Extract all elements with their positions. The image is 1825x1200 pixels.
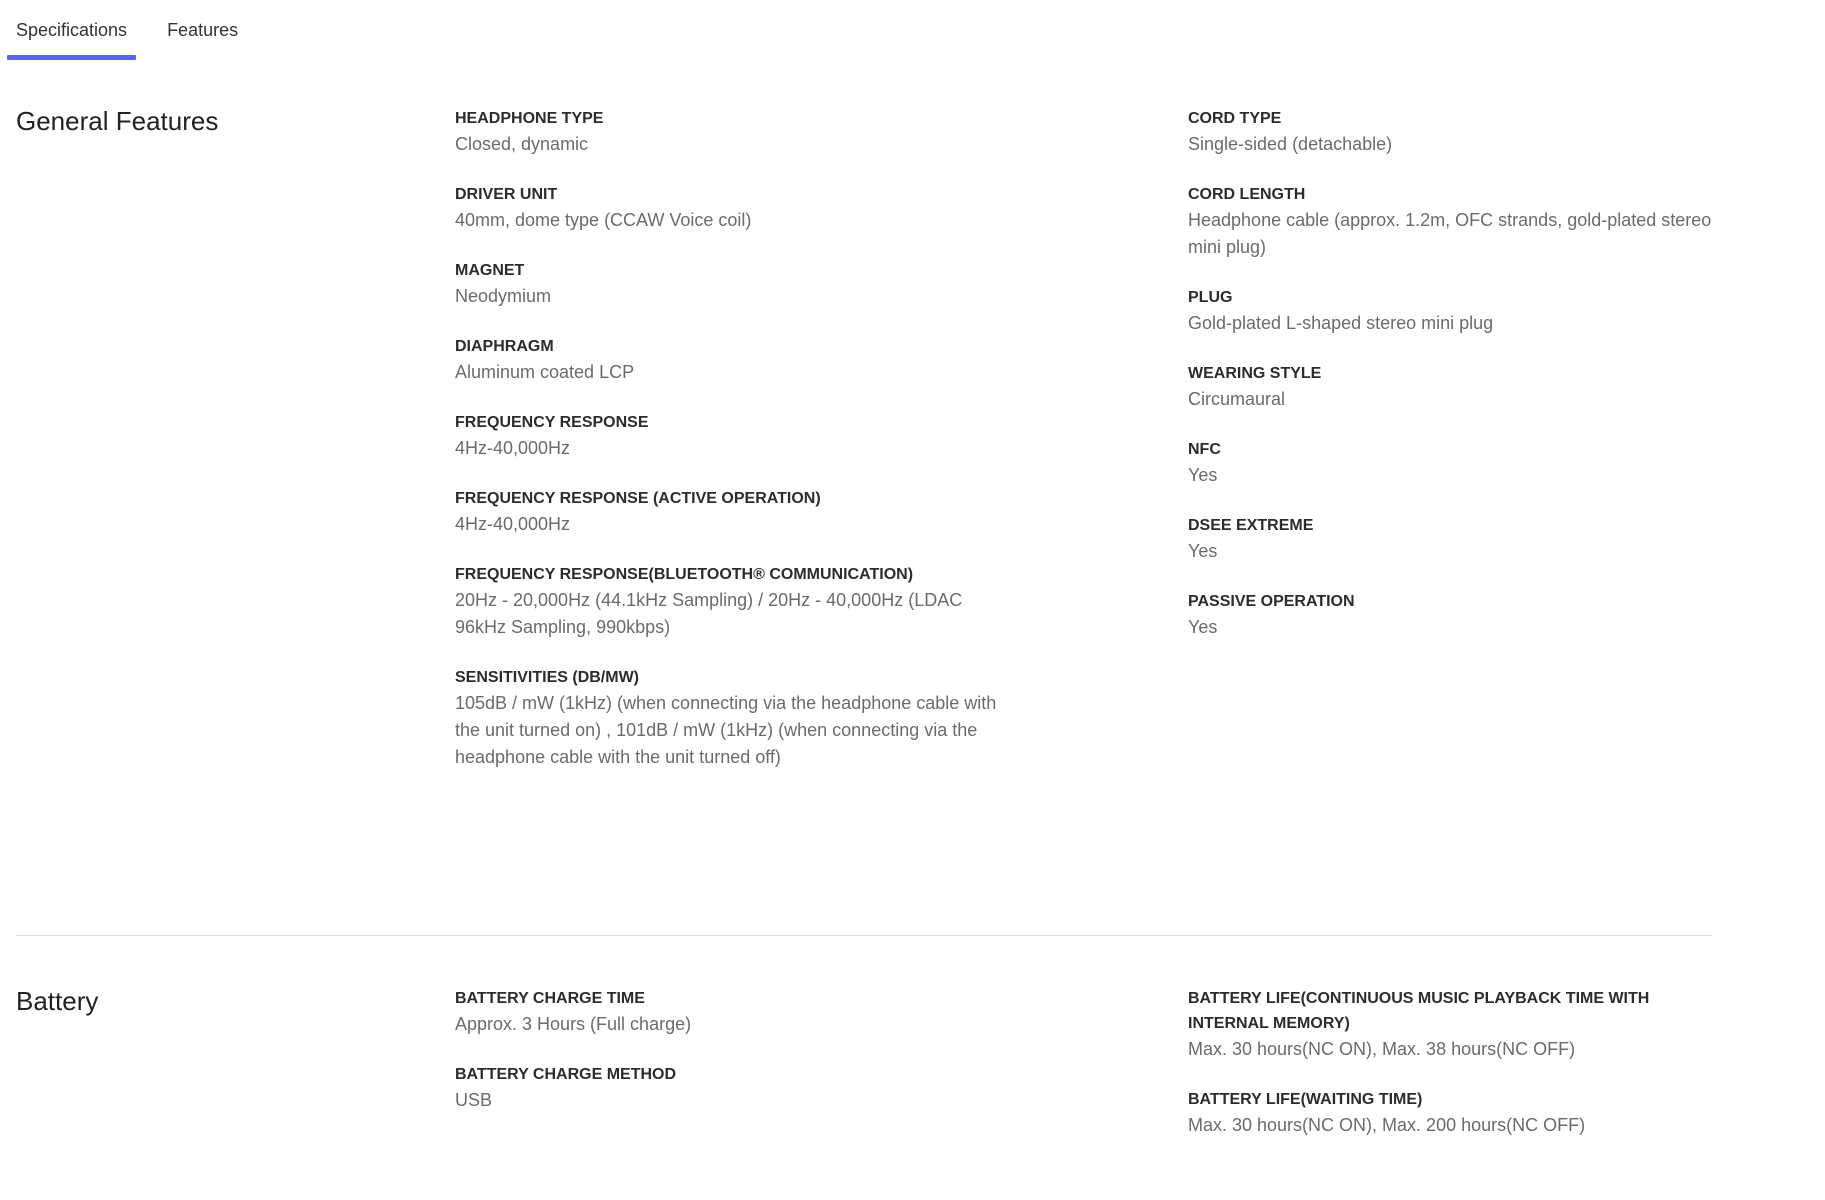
spec-item bbox=[455, 410, 1010, 462]
spec-value: Yes bbox=[1188, 617, 1218, 637]
spec-label: BATTERY CHARGE METHOD bbox=[455, 1066, 677, 1083]
spec-item bbox=[1188, 1087, 1728, 1139]
spec-value: 20Hz - 20,000Hz (44.1kHz Sampling) / 20Hz - 40,000Hz (LDAC 96kHz Sampling, 990kbps) bbox=[455, 590, 963, 637]
spec-item bbox=[1188, 182, 1728, 261]
spec-column-left bbox=[455, 986, 1010, 1138]
spec-item bbox=[455, 258, 1010, 310]
spec-item bbox=[455, 562, 1010, 641]
spec-value: Circumaural bbox=[1188, 389, 1286, 409]
spec-value: USB bbox=[455, 1090, 493, 1110]
spec-value: Gold-plated L-shaped stereo mini plug bbox=[1188, 313, 1494, 333]
spec-item bbox=[455, 1062, 1010, 1114]
spec-value: 40mm, dome type (CCAW Voice coil) bbox=[455, 210, 752, 230]
spec-label: PLUG bbox=[1188, 289, 1233, 306]
spec-item bbox=[1188, 361, 1728, 413]
spec-label: CORD LENGTH bbox=[1188, 186, 1306, 203]
section-title: General Features bbox=[16, 106, 219, 136]
spec-item bbox=[1188, 285, 1728, 337]
spec-label: DIAPHRAGM bbox=[455, 338, 554, 355]
spec-value: Approx. 3 Hours (Full charge) bbox=[455, 1014, 692, 1034]
tab-bar bbox=[7, 0, 269, 60]
spec-label: DRIVER UNIT bbox=[455, 186, 558, 203]
spec-label: NFC bbox=[1188, 441, 1221, 458]
spec-label: CORD TYPE bbox=[1188, 110, 1282, 127]
spec-column-right bbox=[1188, 986, 1728, 1163]
spec-label: PASSIVE OPERATION bbox=[1188, 593, 1355, 610]
spec-label: BATTERY CHARGE TIME bbox=[455, 990, 645, 1007]
spec-item bbox=[1188, 106, 1728, 158]
spec-label: WEARING STYLE bbox=[1188, 365, 1322, 382]
spec-item bbox=[1188, 589, 1728, 641]
spec-label: FREQUENCY RESPONSE (ACTIVE OPERATION) bbox=[455, 490, 821, 507]
spec-item bbox=[455, 106, 1010, 158]
section-title: Battery bbox=[16, 986, 99, 1016]
spec-value: Yes bbox=[1188, 541, 1218, 561]
spec-label: DSEE EXTREME bbox=[1188, 517, 1314, 534]
spec-item bbox=[455, 665, 1010, 771]
spec-item bbox=[1188, 437, 1728, 489]
spec-label: BATTERY LIFE(WAITING TIME) bbox=[1188, 1091, 1423, 1108]
spec-item bbox=[455, 182, 1010, 234]
spec-value: Aluminum coated LCP bbox=[455, 362, 635, 382]
spec-value: Yes bbox=[1188, 465, 1218, 485]
tab-specifications[interactable]: Specifications bbox=[7, 0, 136, 60]
spec-item bbox=[1188, 513, 1728, 565]
spec-label: MAGNET bbox=[455, 262, 525, 279]
spec-label: BATTERY LIFE(CONTINUOUS MUSIC PLAYBACK TIME WITH INTERNAL MEMORY) bbox=[1188, 990, 1650, 1032]
spec-value: Max. 30 hours(NC ON), Max. 38 hours(NC OFF) bbox=[1188, 1039, 1576, 1059]
spec-item bbox=[455, 986, 1010, 1038]
spec-item bbox=[455, 486, 1010, 538]
spec-label: HEADPHONE TYPE bbox=[455, 110, 604, 127]
spec-column-left bbox=[455, 106, 1010, 795]
spec-item bbox=[1188, 986, 1728, 1063]
tab-features[interactable]: Features bbox=[167, 20, 239, 40]
spec-value: Max. 30 hours(NC ON), Max. 200 hours(NC OFF) bbox=[1188, 1115, 1586, 1135]
spec-value: Closed, dynamic bbox=[455, 134, 589, 154]
spec-value: 105dB / mW (1kHz) (when connecting via the headphone cable with the unit turned on) , 101dB / mW (1kHz) (when connecting via the headphone cable with the unit turned off) bbox=[455, 693, 997, 767]
spec-value: Headphone cable (approx. 1.2m, OFC strands, gold-plated stereo mini plug) bbox=[1188, 210, 1712, 257]
spec-value: 4Hz-40,000Hz bbox=[455, 438, 571, 458]
spec-value: Single-sided (detachable) bbox=[1188, 134, 1393, 154]
section-divider bbox=[16, 935, 1712, 936]
spec-value: 4Hz-40,000Hz bbox=[455, 514, 571, 534]
spec-item bbox=[455, 334, 1010, 386]
spec-value: Neodymium bbox=[455, 286, 552, 306]
spec-label: FREQUENCY RESPONSE bbox=[455, 414, 649, 431]
spec-column-right bbox=[1188, 106, 1728, 665]
spec-label: SENSITIVITIES (DB/MW) bbox=[455, 669, 639, 686]
spec-label: FREQUENCY RESPONSE(BLUETOOTH® COMMUNICATION) bbox=[455, 566, 914, 583]
